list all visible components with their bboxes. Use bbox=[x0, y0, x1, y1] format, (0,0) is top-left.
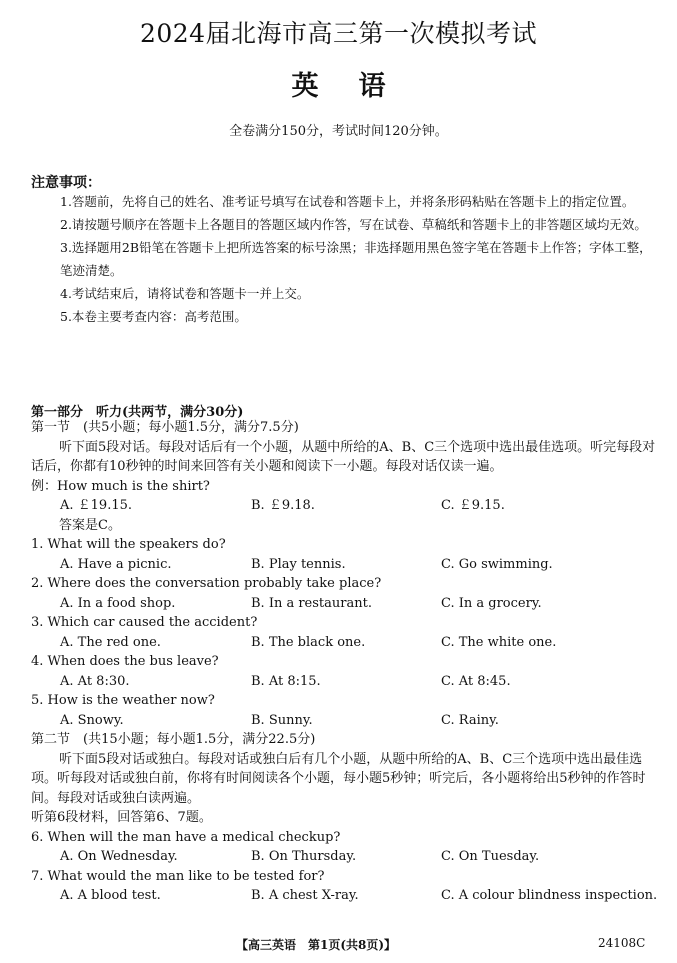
paper-code: 24108C bbox=[598, 936, 646, 950]
question: 5. How is the weather now? bbox=[31, 693, 215, 708]
option-b: B. A chest X-ray. bbox=[251, 888, 359, 903]
option-a: A. At 8:30. bbox=[60, 673, 130, 689]
option-c: C. In a grocery. bbox=[441, 595, 542, 611]
question-options bbox=[31, 594, 656, 614]
question: 6. When will the man have a medical checkup? bbox=[31, 829, 341, 845]
option-c: C. ￡9.15. bbox=[441, 498, 505, 513]
page-label: 【高三英语 第1页(共8页)】 bbox=[236, 938, 397, 952]
question-options bbox=[31, 672, 656, 692]
notice-item: 2.请按题号顺序在答题卡上各题目的答题区域内作答，写在试卷、草稿纸和答题卡上的非答题区域均无效。 bbox=[60, 217, 647, 232]
part1-heading: 第一部分 听力(共两节，满分30分) bbox=[31, 405, 244, 420]
option-a: A. The red one. bbox=[60, 634, 161, 650]
section2-instructions: 听下面5段对话或独白。每段对话或独白后有几个小题，从题中所给的A、B、C三个选项中选出最佳选项。听每段对话或独白前，你将有时间阅读各个小题，每小题5秒钟；听完后，各小题将给出5秒钟的作答时间。每段对话或独白读两遍。 bbox=[31, 751, 646, 806]
option-a: A. Have a picnic. bbox=[60, 556, 172, 572]
question: 1. What will the speakers do? bbox=[31, 537, 226, 552]
option-c: C. On Tuesday. bbox=[441, 849, 540, 864]
question-options bbox=[31, 555, 656, 575]
exam-title: 2024届北海市高三第一次模拟考试 bbox=[139, 19, 538, 48]
notice-item: 5.本卷主要考查内容：高考范围。 bbox=[60, 309, 247, 324]
question-options bbox=[31, 711, 656, 731]
question: 4. When does the bus leave? bbox=[31, 654, 219, 669]
question-options bbox=[31, 633, 656, 653]
question: 7. What would the man like to be tested for? bbox=[31, 868, 325, 884]
listening-section bbox=[31, 418, 656, 906]
question: 2. Where does the conversation probably take place? bbox=[31, 576, 382, 591]
option-b: B. ￡9.18. bbox=[251, 498, 315, 513]
notice-item: 1.答题前，先将自己的姓名、准考证号填写在试卷和答题卡上，并将条形码粘贴在答题卡上的指定位置。 bbox=[60, 194, 635, 209]
notice-item: 3.选择题用2B铅笔在答题卡上把所选答案的标号涂黑；非选择题用黑色签字笔在答题卡上作答；字体工整，笔迹清楚。 bbox=[60, 240, 652, 278]
page-footer bbox=[0, 936, 677, 954]
example-options bbox=[31, 496, 656, 516]
option-a: A. A blood test. bbox=[60, 888, 161, 903]
section2-heading: 第二节 (共15小题；每小题1.5分，满分22.5分) bbox=[31, 732, 316, 747]
subject-title: 英语 bbox=[291, 71, 426, 102]
option-b: B. On Thursday. bbox=[251, 849, 357, 864]
option-b: B. At 8:15. bbox=[251, 673, 321, 689]
option-c: C. At 8:45. bbox=[441, 673, 511, 689]
notice-heading: 注意事项： bbox=[31, 175, 101, 191]
example-question: 例：How much is the shirt? bbox=[31, 478, 210, 494]
notice-list bbox=[60, 190, 655, 328]
material-note: 听第6段材料，回答第6、7题。 bbox=[31, 810, 212, 825]
question: 3. Which car caused the accident? bbox=[31, 615, 258, 630]
option-a: A. On Wednesday. bbox=[60, 849, 178, 864]
section1-instructions: 听下面5段对话。每段对话后有一个小题，从题中所给的A、B、C三个选项中选出最佳选项。听完每段对话后，你都有10秒钟的时间来回答有关小题和阅读下一小题。每段对话仅读一遍。 bbox=[31, 439, 656, 474]
option-c: C. Rainy. bbox=[441, 712, 499, 728]
section1-heading: 第一节 (共5小题；每小题1.5分，满分7.5分) bbox=[31, 420, 299, 435]
option-c: C. A colour blindness inspection. bbox=[441, 888, 658, 903]
question-options bbox=[31, 886, 656, 906]
question-options bbox=[31, 847, 656, 867]
option-c: C. Go swimming. bbox=[441, 556, 553, 572]
option-a: A. Snowy. bbox=[60, 712, 124, 728]
option-a: A. In a food shop. bbox=[60, 595, 176, 611]
full-score-note: 全卷满分150分，考试时间120分钟。 bbox=[229, 124, 448, 139]
option-b: B. Play tennis. bbox=[251, 556, 346, 572]
option-c: C. The white one. bbox=[441, 634, 557, 650]
option-b: B. The black one. bbox=[251, 634, 366, 650]
notice-item: 4.考试结束后，请将试卷和答题卡一并上交。 bbox=[60, 286, 310, 301]
example-answer: 答案是C。 bbox=[59, 517, 121, 533]
option-b: B. Sunny. bbox=[251, 712, 313, 728]
option-b: B. In a restaurant. bbox=[251, 595, 372, 611]
option-a: A. ￡19.15. bbox=[60, 498, 133, 513]
